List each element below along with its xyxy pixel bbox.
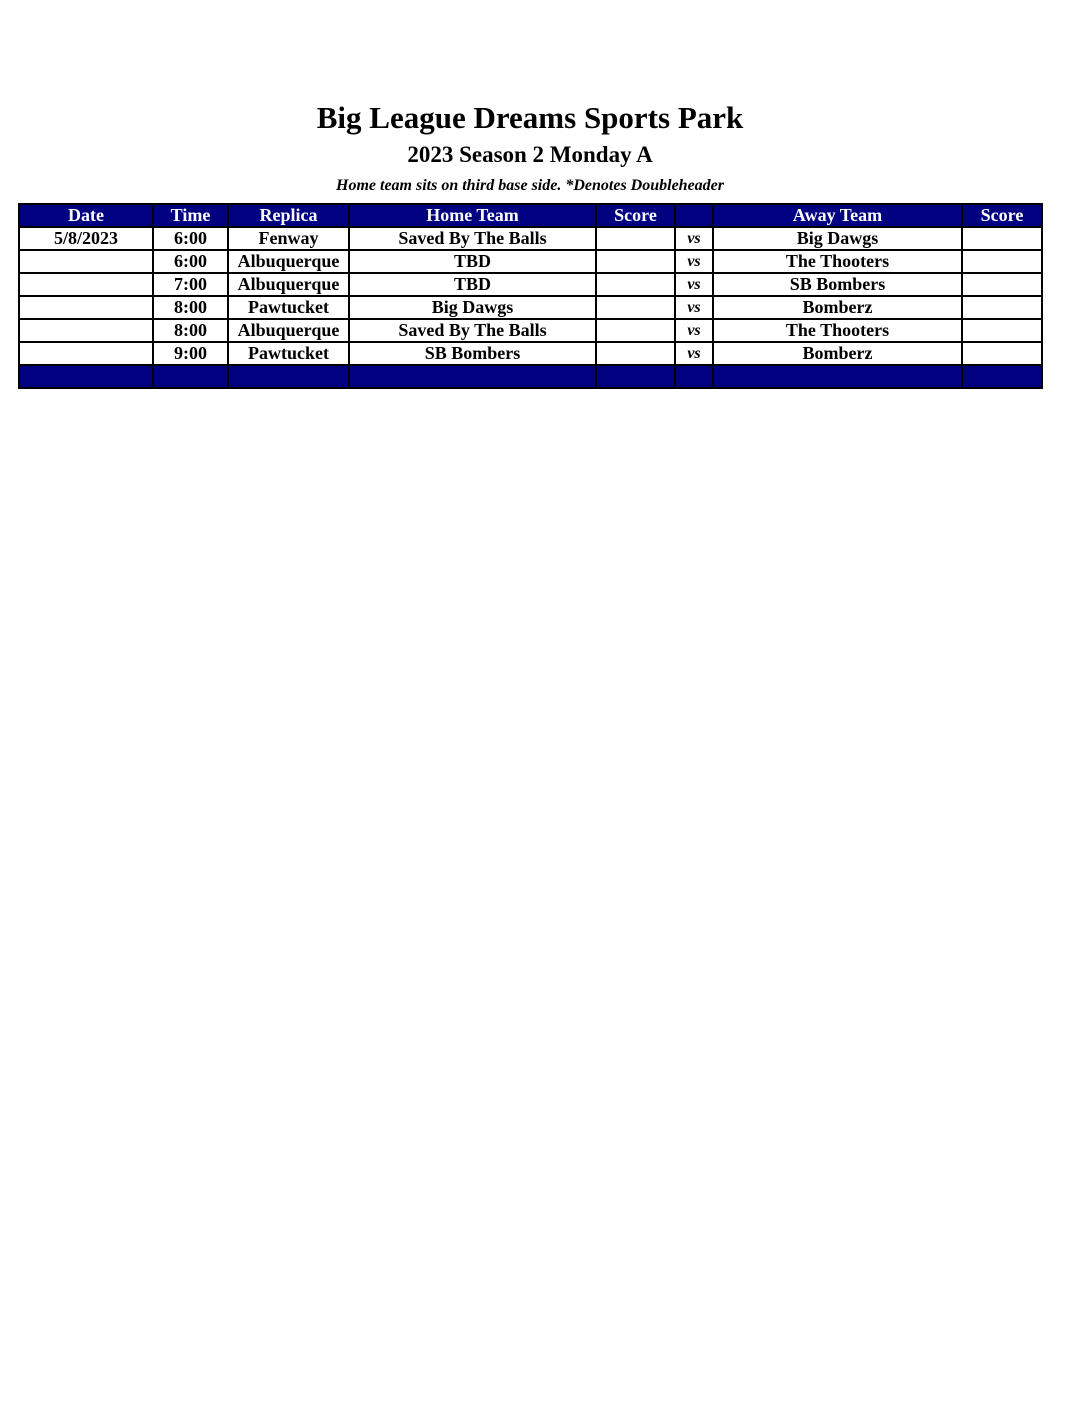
cell-date <box>19 342 153 365</box>
cell-time: 7:00 <box>153 273 228 296</box>
cell-time: 9:00 <box>153 342 228 365</box>
column-header-home-score: Score <box>596 204 675 227</box>
cell-vs: vs <box>675 296 713 319</box>
cell-vs: vs <box>675 342 713 365</box>
column-header-away-score: Score <box>962 204 1042 227</box>
footer-cell <box>675 365 713 388</box>
column-header-vs <box>675 204 713 227</box>
footer-cell <box>713 365 962 388</box>
footer-cell <box>228 365 349 388</box>
cell-vs: vs <box>675 273 713 296</box>
cell-home-team: Saved By The Balls <box>349 319 596 342</box>
footer-cell <box>962 365 1042 388</box>
cell-time: 8:00 <box>153 296 228 319</box>
cell-home-score <box>596 227 675 250</box>
cell-vs: vs <box>675 319 713 342</box>
cell-date <box>19 296 153 319</box>
footer-cell <box>596 365 675 388</box>
table-row <box>19 227 1042 250</box>
cell-replica: Albuquerque <box>228 319 349 342</box>
cell-vs: vs <box>675 250 713 273</box>
footer-cell <box>349 365 596 388</box>
cell-away-score <box>962 250 1042 273</box>
column-header-home-team: Home Team <box>349 204 596 227</box>
cell-away-score <box>962 296 1042 319</box>
cell-away-team: The Thooters <box>713 319 962 342</box>
schedule-table <box>18 203 1043 389</box>
cell-time: 6:00 <box>153 250 228 273</box>
cell-time: 8:00 <box>153 319 228 342</box>
cell-away-team: Bomberz <box>713 296 962 319</box>
cell-date: 5/8/2023 <box>19 227 153 250</box>
column-header-replica: Replica <box>228 204 349 227</box>
cell-home-score <box>596 342 675 365</box>
cell-away-score <box>962 273 1042 296</box>
table-row <box>19 296 1042 319</box>
cell-away-team: Bomberz <box>713 342 962 365</box>
cell-away-team: The Thooters <box>713 250 962 273</box>
cell-vs: vs <box>675 227 713 250</box>
table-row <box>19 273 1042 296</box>
cell-away-score <box>962 227 1042 250</box>
cell-away-score <box>962 342 1042 365</box>
cell-home-score <box>596 250 675 273</box>
table-footer-row <box>19 365 1042 388</box>
cell-date <box>19 273 153 296</box>
column-header-date: Date <box>19 204 153 227</box>
cell-replica: Fenway <box>228 227 349 250</box>
page-title: Big League Dreams Sports Park <box>316 100 744 135</box>
cell-replica: Pawtucket <box>228 342 349 365</box>
cell-away-score <box>962 319 1042 342</box>
cell-home-score <box>596 296 675 319</box>
schedule-note: Home team sits on third base side. *Denotes Doubleheader <box>336 177 724 194</box>
column-header-time: Time <box>153 204 228 227</box>
table-row <box>19 342 1042 365</box>
column-header-away-team: Away Team <box>713 204 962 227</box>
cell-home-score <box>596 273 675 296</box>
cell-home-team: SB Bombers <box>349 342 596 365</box>
cell-home-team: Big Dawgs <box>349 296 596 319</box>
cell-home-team: Saved By The Balls <box>349 227 596 250</box>
footer-cell <box>153 365 228 388</box>
table-row <box>19 250 1042 273</box>
cell-away-team: Big Dawgs <box>713 227 962 250</box>
page-subtitle: 2023 Season 2 Monday A <box>407 142 653 167</box>
cell-home-score <box>596 319 675 342</box>
cell-replica: Albuquerque <box>228 250 349 273</box>
footer-cell <box>19 365 153 388</box>
cell-home-team: TBD <box>349 273 596 296</box>
cell-replica: Pawtucket <box>228 296 349 319</box>
cell-home-team: TBD <box>349 250 596 273</box>
table-header-row <box>19 204 1042 227</box>
cell-replica: Albuquerque <box>228 273 349 296</box>
cell-date <box>19 319 153 342</box>
cell-away-team: SB Bombers <box>713 273 962 296</box>
cell-date <box>19 250 153 273</box>
cell-time: 6:00 <box>153 227 228 250</box>
table-row <box>19 319 1042 342</box>
